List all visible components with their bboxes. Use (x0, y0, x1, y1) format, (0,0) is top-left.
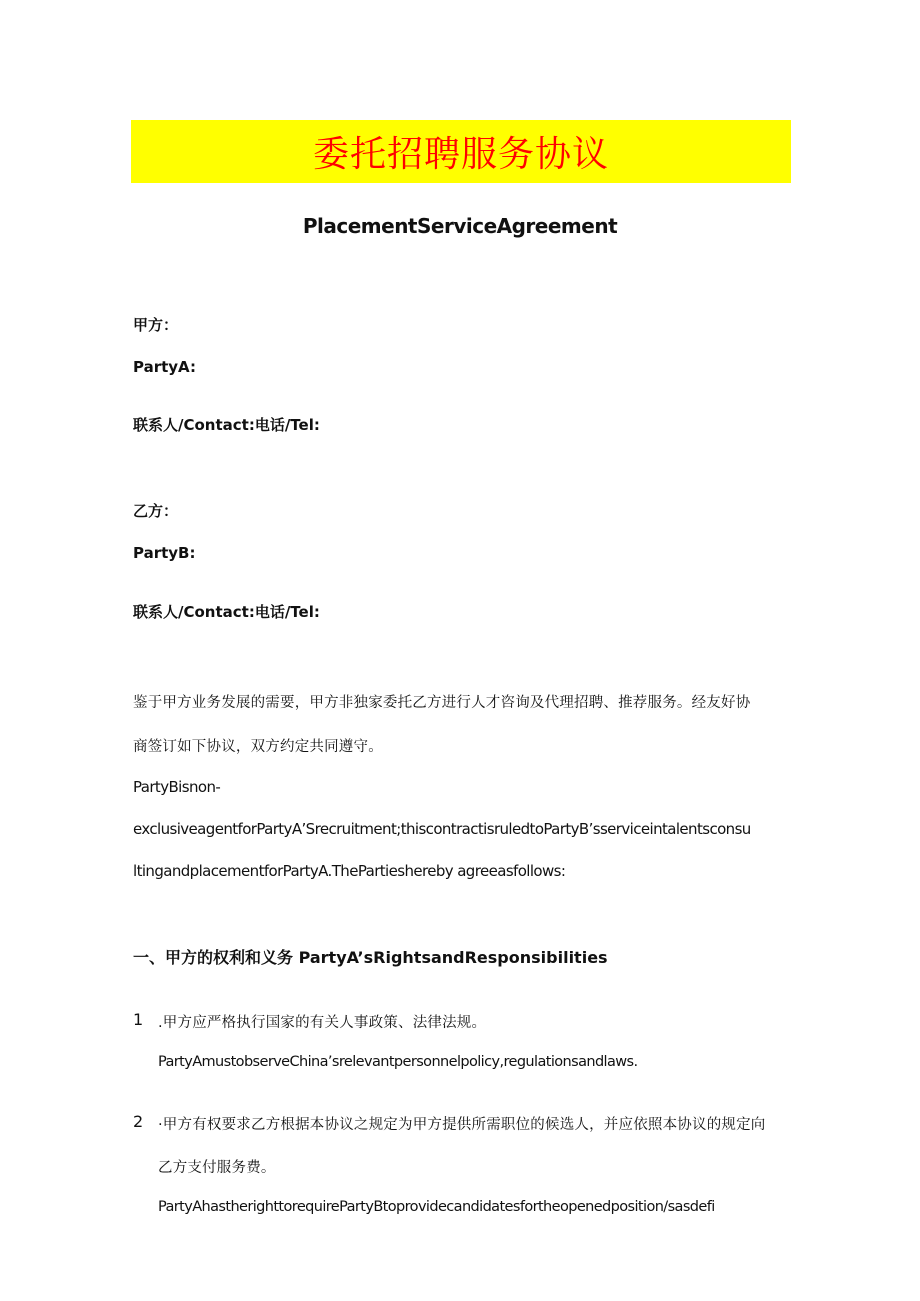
list-item-text-cn: .甲方应严格执行国家的有关人事政策、法律法规。 (158, 1015, 487, 1031)
intro-paragraph-cn-line: 鉴于甲方业务发展的需要，甲方非独家委托乙方进行人才咨询及代理招聘、推荐服务。经友好协 (133, 695, 751, 711)
list-item-text-cn: 乙方支付服务费。 (158, 1160, 276, 1176)
party-b-contact-line: 联系人/Contact:电话/Tel: (133, 603, 320, 621)
list-item-text-cn: ·甲方有权要求乙方根据本协议之规定为甲方提供所需职位的候选人，并应依照本协议的规定向 (158, 1117, 766, 1133)
list-item-text-en: PartyAhastherighttorequirePartyBtoprovidecandidatesfortheopenedposition/sasdefi (158, 1199, 715, 1215)
intro-paragraph-en-line: ltingandplacementforPartyA.ThePartieshereby agreeasfollows: (133, 862, 566, 880)
party-b-label-en: PartyB: (133, 544, 196, 562)
title-banner (131, 120, 791, 183)
party-a-contact-line: 联系人/Contact:电话/Tel: (133, 416, 320, 434)
list-item-text-en: PartyAmustobserveChina’srelevantpersonnelpolicy,regulationsandlaws. (158, 1054, 638, 1070)
intro-paragraph-en-line: exclusiveagentforPartyA’Srecruitment;thiscontractisruledtoPartyB’sserviceintalentsconsu (133, 820, 751, 838)
intro-paragraph-cn-line: 商签订如下协议，双方约定共同遵守。 (133, 739, 383, 755)
section-heading-party-a-rights: 一、甲方的权利和义务 PartyA’sRightsandResponsibilities (133, 948, 608, 967)
party-a-label-en: PartyA: (133, 358, 196, 376)
list-item-number: 2 (133, 1112, 144, 1131)
party-a-label-cn: 甲方： (133, 316, 179, 334)
document-title-en: PlacementServiceAgreement (302, 214, 618, 238)
party-b-label-cn: 乙方： (133, 502, 179, 520)
intro-paragraph-en-line: PartyBisnon- (133, 778, 221, 796)
list-item-number: 1 (133, 1010, 144, 1029)
document-title-cn: 委托招聘服务协议 (312, 134, 609, 175)
